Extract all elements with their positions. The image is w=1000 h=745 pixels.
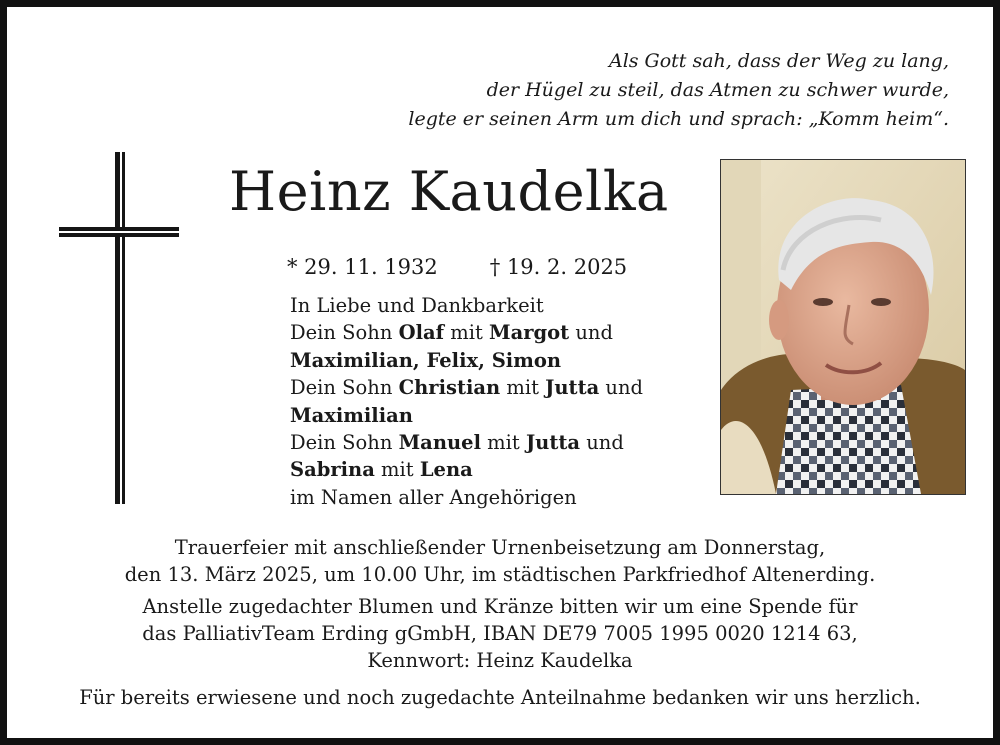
mourner-name: Jutta [525, 431, 581, 455]
mourner-line [290, 319, 643, 346]
funeral-info [7, 534, 993, 588]
poem-line: Als Gott sah, dass der Weg zu lang, [608, 50, 949, 72]
mourner-name: Maximilian, Felix, Simon [290, 348, 562, 372]
mourners-list [290, 292, 643, 511]
mourner-name: Maximilian [290, 403, 413, 427]
cross-horizontal-bar [59, 227, 179, 233]
mourner-line [290, 374, 643, 401]
mourner-text: Dein Sohn [290, 321, 399, 345]
mourner-text: mit [444, 321, 489, 345]
mourner-name: Lena [419, 458, 473, 482]
mourner-text: Dein Sohn [290, 376, 399, 400]
mourner-text: mit [500, 376, 546, 400]
cross-vertical-bar [115, 152, 122, 504]
mourner-name: Manuel [398, 431, 481, 455]
poem-line: der Hügel zu steil, das Atmen zu schwer wurde, [486, 79, 949, 101]
mourner-name: Margot [488, 321, 570, 345]
funeral-line: den 13. März 2025, um 10.00 Uhr, im städtischen Parkfriedhof Altenerding. [124, 563, 876, 586]
mourner-text: mit [374, 458, 420, 482]
mourner-text: mit [480, 431, 526, 455]
thanks-line: Für bereits erwiesene und noch zugedachte Anteilnahme bedanken wir uns herzlich. [79, 686, 921, 709]
mourner-line [290, 456, 643, 483]
donation-line: das PalliativTeam Erding gGmbH, IBAN DE79 7005 1995 0020 1214 63, [142, 622, 858, 645]
poem [408, 47, 949, 134]
mourner-line [290, 347, 643, 374]
donation-line: Kennwort: Heinz Kaudelka [367, 649, 633, 672]
mourner-name: Christian [398, 376, 501, 400]
mourner-text: und [569, 321, 613, 345]
life-dates [287, 252, 627, 282]
mourner-line [290, 429, 643, 456]
mourner-name: Olaf [398, 321, 445, 345]
cross-icon [59, 152, 189, 507]
donation-info [7, 593, 993, 674]
birth-date: * 29. 11. 1932 [287, 255, 438, 279]
deceased-name: Heinz Kaudelka [229, 160, 669, 223]
mourner-name: Sabrina [290, 458, 375, 482]
mourner-line [290, 402, 643, 429]
donation-line: Anstelle zugedachter Blumen und Kränze bitten wir um eine Spende für [142, 595, 858, 618]
mourners-intro: In Liebe und Dankbarkeit [290, 294, 544, 317]
mourner-text: Dein Sohn [290, 431, 399, 455]
mourner-text: und [580, 431, 624, 455]
mourners-closing: im Namen aller Angehörigen [290, 485, 577, 509]
funeral-line: Trauerfeier mit anschließender Urnenbeisetzung am Donnerstag, [174, 536, 826, 559]
mourner-name: Jutta [545, 376, 600, 400]
portrait-photo [720, 159, 966, 495]
poem-line: legte er seinen Arm um dich und sprach: „Komm heim“. [408, 108, 949, 130]
death-date: † 19. 2. 2025 [489, 255, 628, 279]
mourner-text: und [599, 376, 644, 400]
